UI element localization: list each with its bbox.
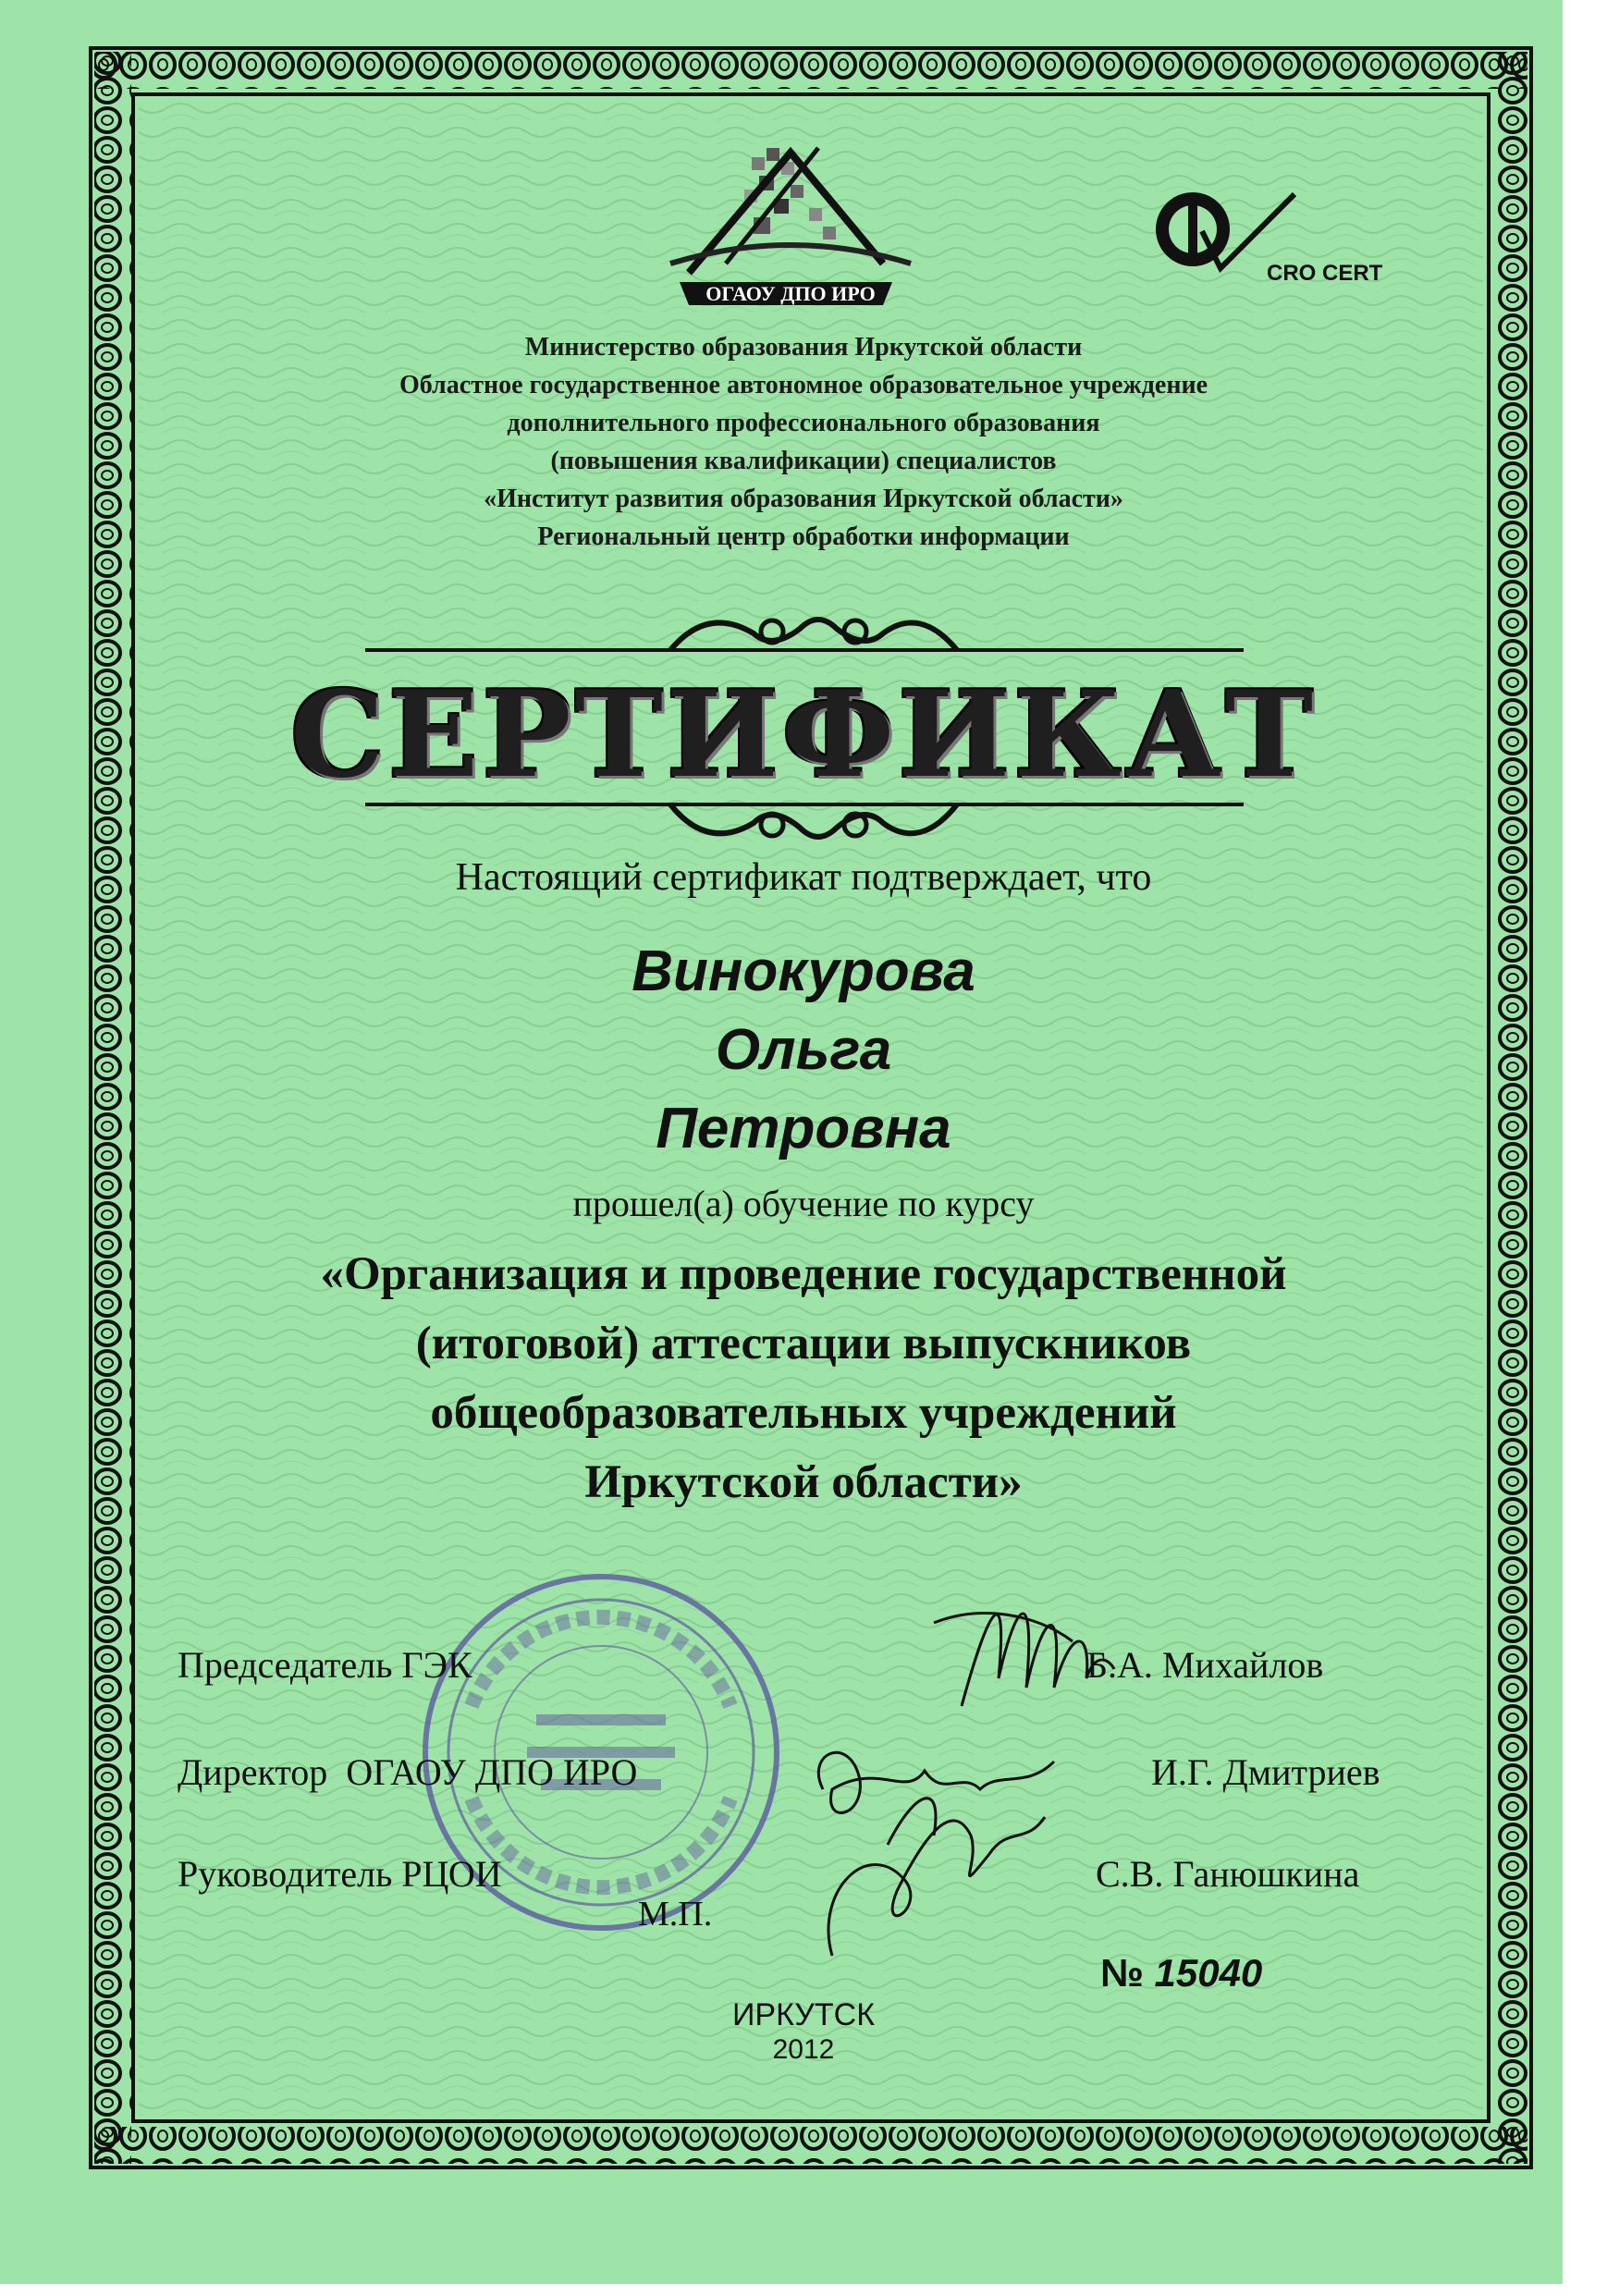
signature-rcoi-head xyxy=(795,1780,1054,1965)
ministry-line: Министерство образования Иркутской области xyxy=(524,333,1083,362)
certificate-title: СЕРТИФИКАТ xyxy=(289,666,1318,804)
confirm-text: Настоящий сертификат подтверждает, что xyxy=(455,856,1152,899)
stamp-mark: М.П. xyxy=(638,1895,713,1934)
top-flourish xyxy=(365,596,1244,661)
iro-logo xyxy=(652,134,929,310)
svg-text:ОГАОУ ДПО ИРО: ОГАОУ ДПО ИРО xyxy=(705,282,876,305)
bottom-flourish xyxy=(365,795,1244,860)
course-title-line-4: Иркутской области» xyxy=(584,1456,1023,1508)
course-title-line-1: «Организация и проведение государственной xyxy=(320,1248,1287,1300)
director-name: И.Г. Дмитриев xyxy=(1151,1751,1380,1793)
passed-course-text: прошел(а) обучение по курсу xyxy=(572,1183,1035,1224)
chairman-role: Председатель ГЭК xyxy=(178,1644,472,1686)
institution-line-1: Областное государственное автономное образовательное учреждение xyxy=(399,371,1208,399)
certificate-number xyxy=(1100,1951,1262,1995)
recipient-patronymic: Петровна xyxy=(656,1097,951,1160)
number-value: 15040 xyxy=(1154,1951,1263,1995)
chairman-name: Б.А. Михайлов xyxy=(1086,1644,1324,1686)
city: ИРКУТСК xyxy=(731,1997,876,2032)
course-title-line-2: (итоговой) аттестации выпускников xyxy=(415,1318,1192,1369)
cro-cert-label: CRO CERT xyxy=(1267,261,1383,286)
number-label: № xyxy=(1100,1951,1144,1995)
institution-line-4: «Институт развития образования Иркутской области» xyxy=(484,485,1123,513)
center-line: Региональный центр обработки информации xyxy=(537,522,1070,551)
rcoi-head-name: С.В. Ганюшкина xyxy=(1096,1853,1360,1895)
year: 2012 xyxy=(772,2034,835,2065)
recipient-surname: Винокурова xyxy=(632,939,975,1003)
rcoi-head-role: Руководитель РЦОИ xyxy=(178,1853,502,1895)
director-role: Директор ОГАОУ ДПО ИРО xyxy=(178,1751,638,1793)
institution-line-2: дополнительного профессионального образования xyxy=(507,409,1100,437)
course-title-line-3: общеобразовательных учреждений xyxy=(430,1387,1177,1439)
institution-line-3: (повышения квалификации) специалистов xyxy=(550,447,1057,475)
recipient-first-name: Ольга xyxy=(715,1018,892,1082)
